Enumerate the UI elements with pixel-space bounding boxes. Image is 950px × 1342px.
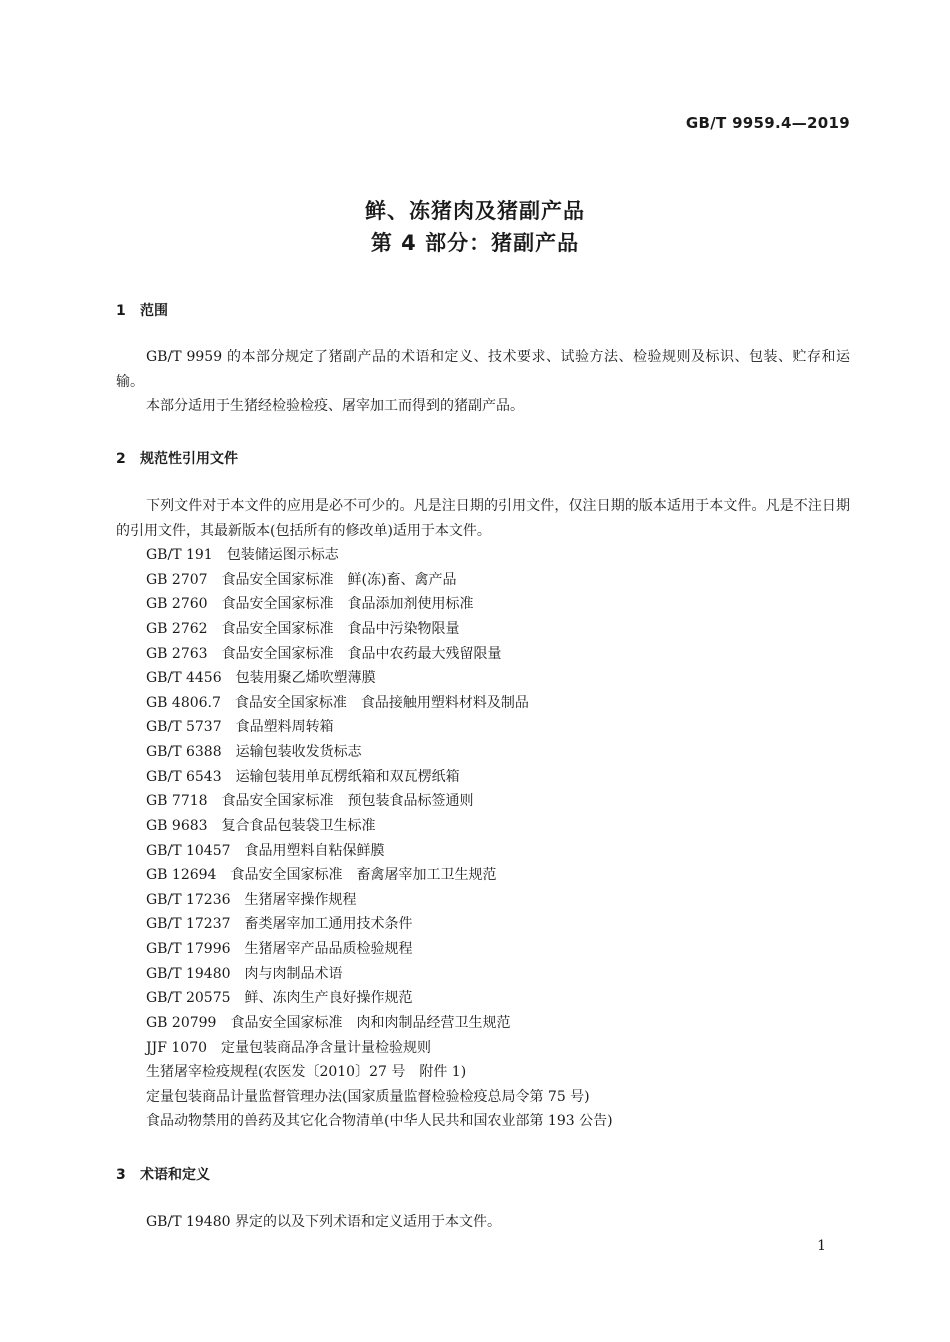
reference-title: 食品安全国家标准 肉和肉制品经营卫生规范 [230, 1014, 511, 1031]
reference-code: GB 4806.7 [146, 694, 221, 711]
reference-item [146, 962, 613, 987]
reference-item [146, 888, 613, 913]
reference-code: GB 20799 [146, 1014, 217, 1031]
section-title: 术语和定义 [140, 1167, 210, 1183]
reference-item [146, 1036, 613, 1061]
reference-code: GB/T 17996 [146, 941, 231, 957]
reference-title: 食品安全国家标准 食品中污染物限量 [221, 620, 460, 637]
reference-code: JJF 1070 [146, 1039, 208, 1056]
reference-code: GB/T 191 [146, 547, 213, 563]
section-2-heading [116, 448, 238, 468]
reference-code: GB/T 4456 [146, 670, 222, 687]
reference-item [146, 1060, 613, 1085]
section-number: 2 [116, 451, 126, 467]
reference-item [146, 814, 613, 839]
reference-title: 包装储运图示标志 [226, 547, 339, 563]
reference-title: 畜类屠宰加工通用技术条件 [244, 916, 413, 933]
page-number: 1 [817, 1238, 826, 1254]
reference-code: GB/T 5737 [146, 719, 222, 736]
reference-item [146, 1109, 613, 1134]
reference-title: 食品安全国家标准 食品接触用塑料材料及制品 [234, 694, 529, 711]
reference-title: 食品用塑料自粘保鲜膜 [244, 842, 385, 859]
reference-title: 食品安全国家标准 食品中农药最大残留限量 [221, 645, 502, 662]
reference-item [146, 937, 613, 962]
reference-item [146, 912, 613, 937]
reference-code: GB 9683 [146, 817, 208, 834]
reference-item [146, 1011, 613, 1036]
reference-code: GB/T 17237 [146, 916, 231, 933]
reference-item [146, 592, 613, 617]
reference-item [146, 863, 613, 888]
reference-title: 复合食品包装袋卫生标准 [221, 817, 376, 834]
reference-item [146, 765, 613, 790]
reference-title: 鲜、冻肉生产良好操作规范 [244, 990, 413, 1007]
reference-code: GB 2763 [146, 645, 208, 662]
reference-code: GB/T 10457 [146, 842, 231, 859]
reference-title: 肉与肉制品术语 [244, 965, 343, 982]
reference-title: 运输包装用单瓦楞纸箱和双瓦楞纸箱 [235, 768, 460, 785]
section-1-heading [116, 300, 168, 320]
reference-item [146, 715, 613, 740]
reference-title: 食品动物禁用的兽药及其它化合物清单(中华人民共和国农业部第 193 公告) [146, 1113, 613, 1130]
section-3-paragraph-1: GB/T 19480 界定的以及下列术语和定义适用于本文件。 [146, 1214, 501, 1230]
reference-item [146, 839, 613, 864]
reference-title: 食品安全国家标准 预包装食品标签通则 [221, 793, 474, 810]
reference-title: 生猪屠宰操作规程 [244, 891, 357, 908]
reference-code: GB/T 17236 [146, 891, 231, 908]
reference-item [146, 568, 613, 593]
section-number: 3 [116, 1167, 126, 1183]
reference-code: GB 7718 [146, 793, 208, 810]
reference-item [146, 617, 613, 642]
reference-title: 生猪屠宰检疫规程(农医发〔2010〕27 号 附件 1) [146, 1064, 467, 1081]
reference-item [146, 740, 613, 765]
reference-title: 食品塑料周转箱 [235, 719, 334, 736]
section-number: 1 [116, 303, 126, 319]
reference-title: 生猪屠宰产品品质检验规程 [244, 941, 413, 957]
reference-code: GB 2760 [146, 596, 208, 613]
section-2-paragraph-1: 下列文件对于本文件的应用是必不可少的。凡是注日期的引用文件，仅注日期的版本适用于本文件。凡是不注日期的引用文件，其最新版本(包括所有的修改单)适用于本文件。 [116, 498, 850, 539]
reference-code: GB/T 19480 [146, 965, 231, 982]
reference-item [146, 986, 613, 1011]
reference-code: GB 12694 [146, 867, 217, 884]
section-title: 范围 [140, 303, 168, 319]
section-1-paragraph-1: GB/T 9959 的本部分规定了猪副产品的术语和定义、技术要求、试验方法、检验规则及标识、包装、贮存和运输。 [116, 349, 850, 390]
section-title: 规范性引用文件 [140, 451, 238, 467]
reference-title: 运输包装收发货标志 [235, 744, 362, 760]
reference-item [146, 789, 613, 814]
reference-title: 定量包装商品净含量计量检验规则 [221, 1039, 432, 1056]
standard-code: GB/T 9959.4—2019 [685, 114, 850, 132]
reference-item [146, 642, 613, 667]
section-3-heading [116, 1164, 210, 1184]
reference-code: GB 2707 [146, 571, 208, 588]
reference-code: GB/T 6388 [146, 744, 222, 760]
section-1-paragraph-2: 本部分适用于生猪经检验检疫、屠宰加工而得到的猪副产品。 [146, 398, 524, 414]
reference-item [146, 666, 613, 691]
reference-item [146, 543, 613, 568]
reference-code: GB/T 6543 [146, 768, 222, 785]
reference-title: 食品安全国家标准 食品添加剂使用标准 [221, 596, 474, 613]
reference-title: 定量包装商品计量监督管理办法(国家质量监督检验检疫总局令第 75 号) [146, 1088, 590, 1105]
reference-code: GB/T 20575 [146, 990, 231, 1007]
reference-code: GB 2762 [146, 620, 208, 637]
reference-title: 食品安全国家标准 鲜(冻)畜、禽产品 [221, 571, 457, 588]
reference-title: 包装用聚乙烯吹塑薄膜 [235, 670, 376, 687]
reference-item [146, 691, 613, 716]
document-title-line2: 第 4 部分：猪副产品 [370, 231, 580, 255]
normative-reference-list [146, 543, 613, 1134]
document-title-line1: 鲜、冻猪肉及猪副产品 [365, 199, 585, 223]
reference-title: 食品安全国家标准 畜禽屠宰加工卫生规范 [230, 867, 497, 884]
reference-item [146, 1085, 613, 1110]
